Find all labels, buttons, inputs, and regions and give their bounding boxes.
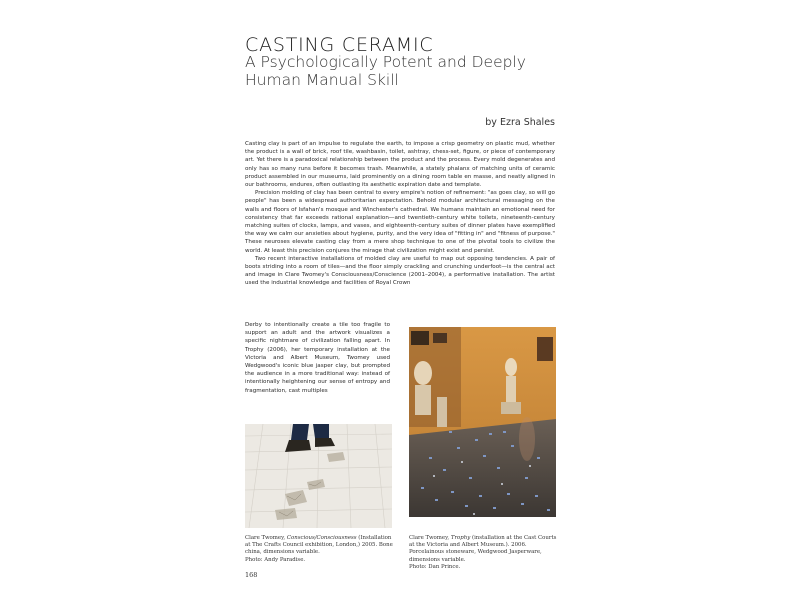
- photo-trophy-installation: [409, 327, 556, 517]
- article-subtitle: A Psychologically Potent and Deeply Human Manual Skill: [245, 53, 526, 89]
- caption-left: [245, 535, 395, 564]
- gallery-illustration: [409, 327, 556, 517]
- caption-left-suffix: (Installation at The Crafts Council exhibition, London,) 2005. Bone china, dimensions variable.: [245, 535, 393, 556]
- page-number: 168: [245, 571, 258, 579]
- caption-right: [409, 535, 559, 571]
- article-body: [245, 140, 555, 288]
- tile-floor-illustration: [245, 424, 392, 528]
- caption-left-title: Conscious/Consciousness: [286, 535, 357, 541]
- photo-consciousness-installation: [245, 424, 392, 528]
- byline: by Ezra Shales: [485, 117, 555, 128]
- paragraph-2: Precision molding of clay has been central to every empire's notion of refinement: "as goes clay, so will go people" has been a widespread authoritarian expectation. Behold modular architectural messaging on the walls and floors of Isfahan's mosque and Winchester's cathedral. We humans maintain an emotional need for consistency that far exceeds rational explanation—and twentieth-century white toilets, nineteenth-century matching suites of clocks, lamps, and vases, and eighteenth-century suites of dinner plates have exemplified the way we calm our anxieties about hygiene, purity, and the very idea of "fitting in" and "fitness of purpose." These neuroses elevate casting clay from a mere shop technique to one of the pivotal tools to civilize the world. At least this precision conjures the mirage that civilization might exist and persist.: [245, 190, 555, 254]
- paragraph-3-continued: Derby to intentionally create a tile too fragile to support an adult and the artwork visualizes a specific nightmare of civilization falling apart. In Trophy (2006), her temporary installation at the Victoria and Albert Museum, Twomey used Wedgwood's iconic blue jasper clay, but prompted the audience in a more traditional way: instead of intentionally heightening our sense of entropy and fragmentation, cast multiples: [245, 322, 390, 394]
- paragraph-3: Two recent interactive installations of molded clay are useful to map out opposing tendencies. A pair of boots striding into a room of tiles—and the floor simply crackling and crunching underfoot—is the central act and image in Clare Twomey's Consciousness/Conscience (2001–2004), a performative installation. The artist used the industrial knowledge and facilities of Royal Crown: [245, 255, 555, 287]
- caption-right-title: Trophy: [450, 535, 471, 541]
- caption-right-prefix: Clare Twomey,: [409, 535, 451, 541]
- caption-right-credit: Photo: Dan Prince.: [409, 563, 461, 570]
- caption-left-prefix: Clare Twomey,: [245, 535, 287, 541]
- article-title: CASTING CERAMIC: [245, 34, 434, 56]
- paragraph-1: Casting clay is part of an impulse to regulate the earth, to impose a crisp geometry on plastic mud, whether the product is a wall of brick, roof tile, washbasin, toilet, ashtray, chess-set, figure, or piece of contemporary art. Yet there is a paradoxical relationship between the product and the process. Every mold degenerates and only has so many runs before it becomes trash. Meanwhile, a stately phalanx of matching units of ceramic product assembled in our museums, laid prominently on a dining room table en masse, and neatly aligned in our bathrooms, endures, often outlasting its aesthetic expiration date and template.: [245, 141, 555, 189]
- caption-left-credit: Photo: Andy Paradise.: [245, 556, 306, 563]
- caption-right-suffix: (installation at the Cast Courts at the Victoria and Albert Museum.). 2006. Porcelainous stoneware, Wedgwood Jasperware, dimensions variable.: [409, 535, 557, 563]
